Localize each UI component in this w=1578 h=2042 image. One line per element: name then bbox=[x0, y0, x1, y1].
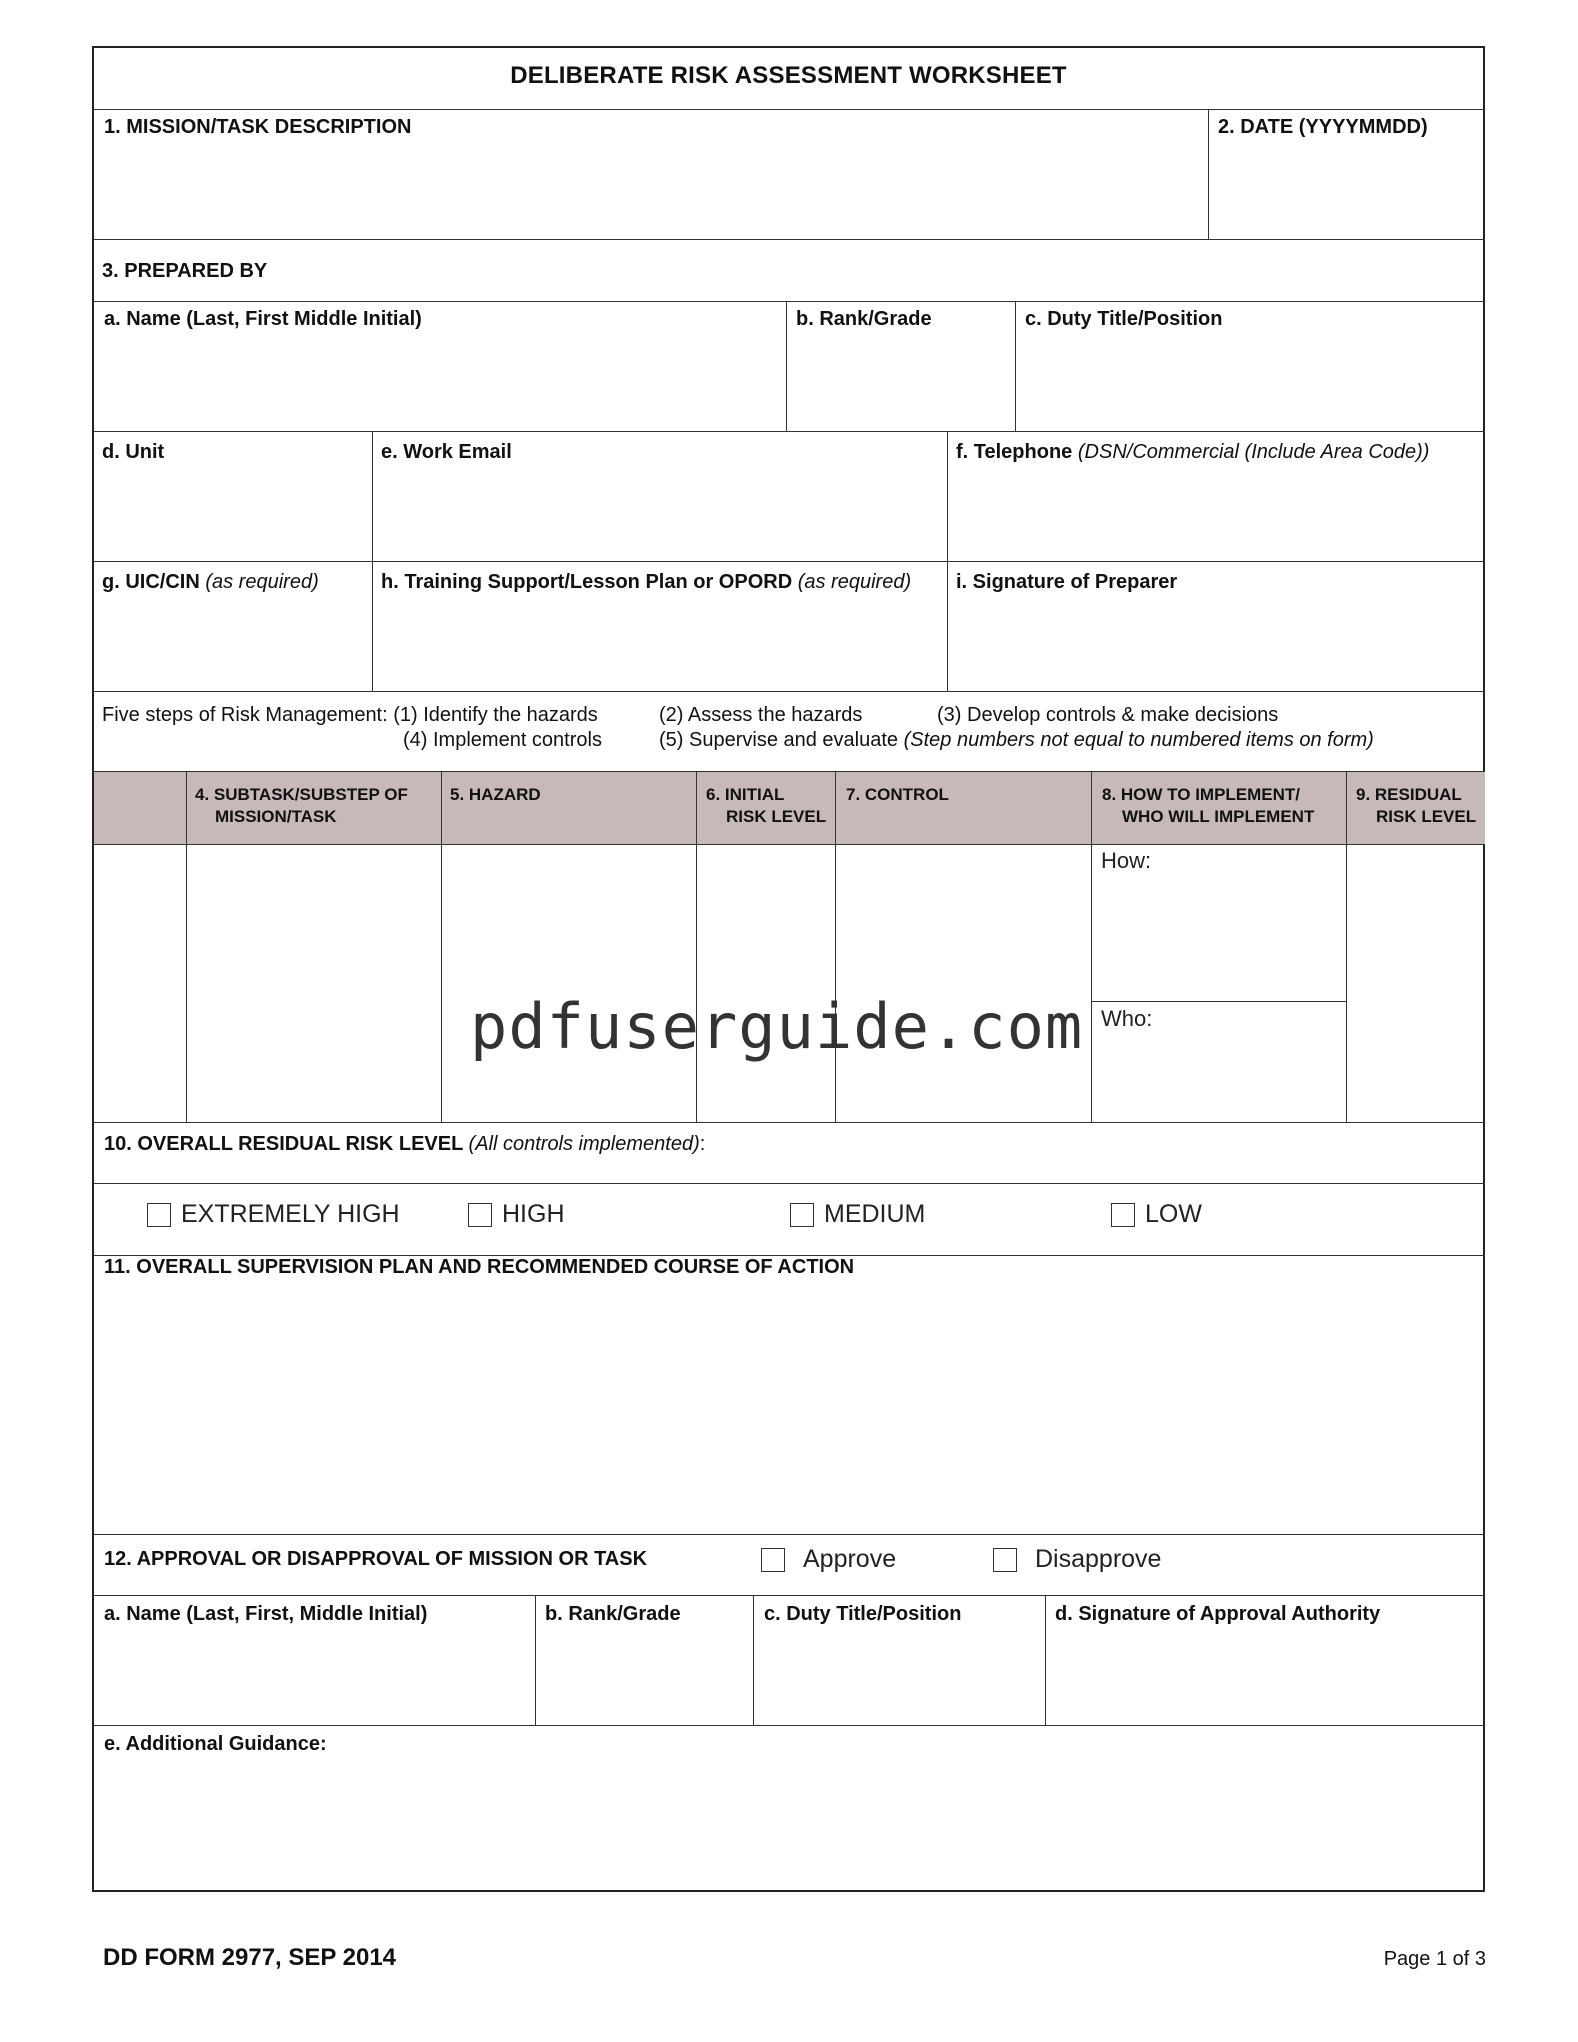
col-how-who-header: 8. HOW TO IMPLEMENT/ WHO WILL IMPLEMENT bbox=[1102, 785, 1315, 826]
overall-residual-risk-heading: 10. OVERALL RESIDUAL RISK LEVEL (All controls implemented): bbox=[104, 1133, 706, 1155]
control-cell[interactable] bbox=[837, 846, 1090, 1122]
divider bbox=[94, 1122, 1485, 1123]
mission-task-description-field[interactable]: 1. MISSION/TASK DESCRIPTION bbox=[104, 116, 412, 138]
divider bbox=[753, 1595, 754, 1725]
form-id: DD FORM 2977, SEP 2014 bbox=[103, 1944, 397, 1971]
hazard-cell[interactable] bbox=[443, 846, 695, 1122]
divider bbox=[94, 1595, 1485, 1596]
approver-rank-field[interactable]: b. Rank/Grade bbox=[545, 1603, 681, 1625]
divider bbox=[1045, 1595, 1046, 1725]
divider bbox=[94, 431, 1485, 432]
residual-risk-cell[interactable] bbox=[1348, 846, 1484, 1122]
approve-option[interactable]: Approve bbox=[761, 1545, 896, 1574]
form-title: DELIBERATE RISK ASSESSMENT WORKSHEET bbox=[510, 62, 1067, 89]
divider bbox=[186, 771, 187, 1123]
divider bbox=[1346, 771, 1347, 1123]
divider bbox=[94, 561, 1485, 562]
how-cell[interactable]: How: bbox=[1101, 848, 1152, 873]
risk-medium-option[interactable]: MEDIUM bbox=[790, 1200, 925, 1229]
divider bbox=[835, 771, 836, 1123]
training-support-field[interactable]: h. Training Support/Lesson Plan or OPORD (as required) bbox=[381, 571, 912, 593]
divider bbox=[1091, 1001, 1346, 1002]
divider bbox=[535, 1595, 536, 1725]
col-initial-risk-header: 6. INITIAL RISK LEVEL bbox=[706, 785, 827, 826]
step-3: (3) Develop controls & make decisions bbox=[937, 704, 1279, 726]
col-control-header: 7. CONTROL bbox=[846, 785, 949, 804]
divider bbox=[94, 1183, 1485, 1184]
checkbox[interactable] bbox=[790, 1203, 814, 1227]
divider bbox=[1015, 301, 1016, 431]
col-subtask-header: 4. SUBTASK/SUBSTEP OF MISSION/TASK bbox=[195, 785, 408, 826]
preparer-name-field[interactable]: a. Name (Last, First Middle Initial) bbox=[104, 308, 422, 330]
step-4: (4) Implement controls bbox=[403, 729, 602, 751]
checkbox[interactable] bbox=[993, 1548, 1017, 1572]
risk-extremely-high-option[interactable]: EXTREMELY HIGH bbox=[147, 1200, 400, 1229]
divider bbox=[94, 239, 1485, 240]
divider bbox=[94, 844, 1485, 845]
divider bbox=[1091, 771, 1092, 1123]
approval-heading: 12. APPROVAL OR DISAPPROVAL OF MISSION OR TASK bbox=[104, 1548, 648, 1570]
step-5: (5) Supervise and evaluate (Step numbers not equal to numbered items on form) bbox=[659, 729, 1374, 751]
preparer-duty-field[interactable]: c. Duty Title/Position bbox=[1025, 308, 1223, 330]
work-email-field[interactable]: e. Work Email bbox=[381, 441, 512, 463]
divider bbox=[1208, 109, 1209, 239]
checkbox[interactable] bbox=[468, 1203, 492, 1227]
date-field[interactable]: 2. DATE (YYYYMMDD) bbox=[1218, 116, 1428, 138]
divider bbox=[786, 301, 787, 431]
preparer-rank-field[interactable]: b. Rank/Grade bbox=[796, 308, 932, 330]
initial-risk-cell[interactable] bbox=[698, 846, 834, 1122]
step-2: (2) Assess the hazards bbox=[659, 704, 863, 726]
col-residual-risk-header: 9. RESIDUAL RISK LEVEL bbox=[1356, 785, 1477, 826]
risk-high-option[interactable]: HIGH bbox=[468, 1200, 565, 1229]
checkbox[interactable] bbox=[1111, 1203, 1135, 1227]
watermark: pdfuserguide.com bbox=[470, 990, 1084, 1063]
prepared-by-heading: 3. PREPARED BY bbox=[102, 260, 268, 282]
risk-low-option[interactable]: LOW bbox=[1111, 1200, 1202, 1229]
divider bbox=[94, 1534, 1485, 1535]
divider bbox=[94, 691, 1485, 692]
risk-assessment-form bbox=[92, 46, 1485, 1892]
divider bbox=[441, 771, 442, 1123]
divider bbox=[696, 771, 697, 1123]
checkbox[interactable] bbox=[761, 1548, 785, 1572]
who-cell[interactable]: Who: bbox=[1101, 1006, 1153, 1031]
divider bbox=[94, 109, 1485, 110]
disapprove-option[interactable]: Disapprove bbox=[993, 1545, 1161, 1574]
steps-intro: Five steps of Risk Management: (1) Identify the hazards bbox=[102, 704, 598, 726]
page-number: Page 1 of 3 bbox=[1383, 1948, 1486, 1970]
preparer-signature-field[interactable]: i. Signature of Preparer bbox=[956, 571, 1178, 593]
checkbox[interactable] bbox=[147, 1203, 171, 1227]
additional-guidance-field[interactable]: e. Additional Guidance: bbox=[104, 1733, 327, 1755]
subtask-cell[interactable] bbox=[188, 846, 440, 1122]
approval-signature-field[interactable]: d. Signature of Approval Authority bbox=[1055, 1603, 1381, 1625]
col-hazard-header: 5. HAZARD bbox=[450, 785, 541, 804]
supervision-plan-field[interactable]: 11. OVERALL SUPERVISION PLAN AND RECOMMENDED COURSE OF ACTION bbox=[104, 1256, 855, 1278]
approver-name-field[interactable]: a. Name (Last, First, Middle Initial) bbox=[104, 1603, 428, 1625]
divider bbox=[94, 1725, 1485, 1726]
telephone-field[interactable]: f. Telephone (DSN/Commercial (Include Area Code)) bbox=[956, 441, 1430, 463]
approver-duty-field[interactable]: c. Duty Title/Position bbox=[764, 1603, 962, 1625]
divider bbox=[94, 301, 1485, 302]
unit-field[interactable]: d. Unit bbox=[102, 441, 165, 463]
uic-cin-field[interactable]: g. UIC/CIN (as required) bbox=[102, 571, 319, 593]
